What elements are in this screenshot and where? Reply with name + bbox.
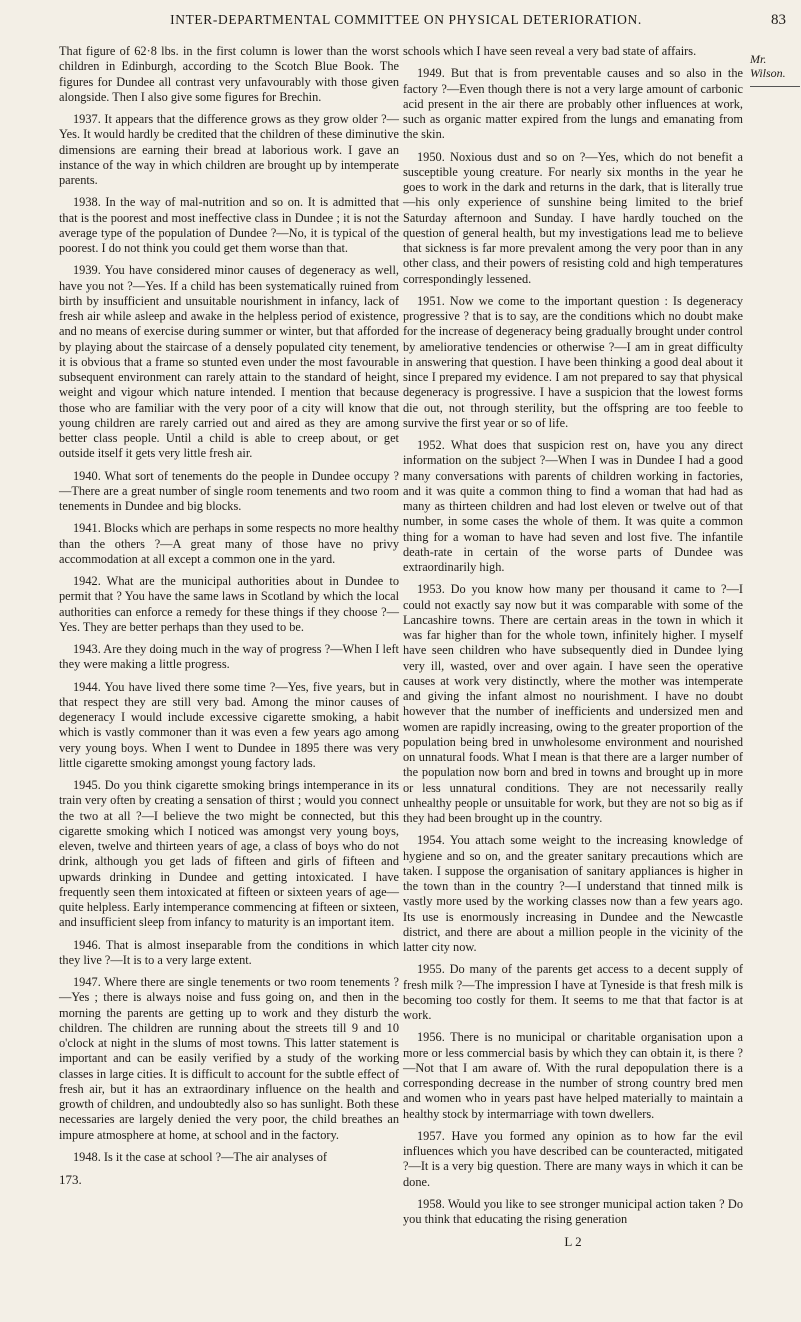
running-header bbox=[56, 12, 786, 40]
left-footer-mark: 173. bbox=[59, 1172, 82, 1187]
question-paragraph: 1942. What are the municipal authorities about in Dundee to permit that ? You have the same laws in Scotland by which the local authorities can enforce a remedy for these things if they choose ?—Yes. They are better perhaps than they used to be. bbox=[59, 574, 399, 634]
question-paragraph: 1947. Where there are single tenements or two room tenements ?—Yes ; there is always noise and fuss going on, and then in the morning the parents are getting up to work and they disturb the children. The children are running about the streets till 9 and 10 o'clock at night in the slums of most towns. This latter statement is important and can be easily verified by a study of the working classes in large cities. It is difficult to account for the subtle effect of fresh air, but it has an extraordinary influence on the health and growth of children, and undoubtedly also so has sunlight. Both these necessaries are largely denied the very poor, the child breathes an impure atmosphere at home, at school and in the factory. bbox=[59, 975, 399, 1142]
question-paragraph: 1956. There is no municipal or charitable organisation upon a more or less commercial basis by which they can obtain it, is there ?—Not that I am aware of. With the rural depopulation there is a corresponding decrease in the number of strong country bred men and women who in years past have helped materially to maintain a healthy stock by intermarriage with town dwellers. bbox=[403, 1030, 743, 1121]
question-paragraph: 1941. Blocks which are perhaps in some respects no more healthy than the others ?—A great many of those have no privy accommodation at all except a common one in the yard. bbox=[59, 521, 399, 566]
question-paragraph: 1955. Do many of the parents get access to a decent supply of fresh milk ?—The impression I have at Tyneside is that fresh milk is becoming too costly for them. It seems to me that that factor is at work. bbox=[403, 962, 743, 1022]
question-paragraph: 1937. It appears that the difference grows as they grow older ?—Yes. It would hardly be credited that the children of these diminutive dimensions are earning their bread at laborious work. I gave an instance of the way in which children are brought up by intemperate parents. bbox=[59, 112, 399, 187]
question-paragraph: 1949. But that is from preventable causes and so also in the factory ?—Even though there is not a very large amount of carbonic acid present in the air there are probably other influences at work, such as organic matter expired from the lungs and emanating from the skin. bbox=[403, 66, 743, 142]
question-paragraph: 1958. Would you like to see stronger municipal action taken ? Do you think that educating the rising generation bbox=[403, 1196, 743, 1226]
question-paragraph: 1938. In the way of mal-nutrition and so on. It is admitted that that is the poorest and most ineffective class in Dundee ; it is not the average type of the population of Dundee ?—No, it is typical of the poorest. I do not think you could get them worse than that. bbox=[59, 195, 399, 255]
page-number: 83 bbox=[771, 12, 786, 28]
question-paragraph: 1948. Is it the case at school ?—The air analyses of bbox=[73, 1149, 327, 1164]
question-paragraph: 1954. You attach some weight to the increasing knowledge of hygiene and so on, and the greater sanitary precautions which are taken. I suppose the organisation of sanitary appliances is higher in the town than in the country ?—I understand that tinned milk is vastly more used by the working classes now than a few years ago. Its use is enormously increasing in Dundee and the Newcastle district, and there are about a million people in the vicinity of the latter city now. bbox=[403, 833, 743, 954]
question-paragraph: 1939. You have considered minor causes of degeneracy as well, have you not ?—Yes. If a child has been systematically ruined from birth by insufficient and unsuitable nourishment in infancy, lack of fresh air while asleep and awake in the helpless period of existence, and no means of exercise during summer or winter, but that afforded by playing about the staircase of a densely populated city tenement, it is obvious that a frame so stunted even under the most favourable subsequent environment can rarely attain to the standard of height, weight and vigour which nature intended. I mention that because those who are familiar with the very poor of a city will know that young children are rarely carried out and aired as they are among better class people. Until a child is able to creep about, or get outside itself it gets very little fresh air. bbox=[59, 263, 399, 461]
left-column bbox=[59, 44, 399, 1187]
question-paragraph: 1957. Have you formed any opinion as to how far the evil influences which you have described can be counteracted, mitigated ?—It is a very big question. There are many ways in which it can be done. bbox=[403, 1128, 743, 1189]
question-paragraph: 1940. What sort of tenements do the people in Dundee occupy ?—There are a great number of single room tenements and two room tenements in Dundee and big blocks. bbox=[59, 468, 399, 513]
question-paragraph: 1945. Do you think cigarette smoking brings intemperance in its train very often by creating a sensation of thirst ; would you connect the two at all ?—I believe the two might be connected, but this cigarette smoking which I noticed was amongst very young boys, eleven, twelve and thirteen years of age, a class of boys who do not drink, although you get lads of fifteen and girls of fifteen and upwards drinking in Dundee and getting intoxicated. I have frequently seen them intoxicated at fifteen or sixteen years of age—quite helpless. Early intemperance commencing at fifteen or sixteen, and insufficient sleep from infancy to maturity is an important item. bbox=[59, 778, 399, 930]
header-title: INTER-DEPARTMENTAL COMMITTEE ON PHYSICAL DETERIORATION. bbox=[170, 12, 642, 27]
question-paragraph: 1944. You have lived there some time ?—Yes, five years, but in that respect they are still very bad. Among the minor causes of degeneracy I would include excessive cigarette smoking, a habit which is vastly commoner than it was even a few years ago among very young boys. When I went to Dundee in 1895 there was very little cigarette smoking amongst young factory lads. bbox=[59, 679, 399, 770]
continued-paragraph: schools which I have seen reveal a very bad state of affairs. bbox=[403, 44, 697, 58]
question-paragraph: 1951. Now we come to the important question : Is degeneracy progressive ? that is to say, are the conditions which no doubt make for the increase of degeneracy being gradually brought under control by ameliorative tendencies or otherwise ?—I am in great difficulty in answering that question. I have been thinking a good deal about it since I prepared my evidence. I am not prepared to say that physical degeneracy is progressive. I have a suspicion that the lowest forms die out, not through sterility, but the offspring are too feeble to survive the first year or so of life. bbox=[403, 293, 743, 430]
witness-margin-note: Mr. Wilson. bbox=[750, 52, 800, 87]
continued-paragraph: That figure of 62·8 lbs. in the first column is lower than the worst children in Edinburgh, according to the Scotch Blue Book. The figures for Dundee all contrast very unfavourably with those given alongside. Then I also give some figures for Brechin. bbox=[59, 44, 399, 104]
question-paragraph: 1946. That is almost inseparable from the conditions in which they live ?—It is to a very large extent. bbox=[59, 937, 399, 967]
right-column bbox=[403, 44, 743, 1250]
question-paragraph: 1952. What does that suspicion rest on, have you any direct information on the subject ?—When I was in Dundee I had a good many conversations with parents of children working in factories, and it was quite a common thing to find a woman that had had as many as thirteen children and had lost eleven or twelve out of that number, in some cases the whole of them. It was quite a common thing for a woman to have had seven and lost five. The infantile death-rate in certain of the worse parts of Dundee was extraordinarily high. bbox=[403, 438, 743, 574]
question-paragraph: 1953. Do you know how many per thousand it came to ?—I could not exactly say now but it was comparable with some of the Lancashire towns. There are certain areas in the town in which it was far higher than for the whole town, infinitely higher. I myself have seen children who have subsequently died in Dundee lying very ill, wasted, over and over again. I have seen the operative causes at work very distinctly, where the mother was intemperate and giving the infant almost no nourishment. I have no doubt however that the number of inefficients and undersized men and women are rapidly increasing, owing to the greater proportion of the population being bred in unwholesome environment and nourished on unnatural foods. What I mean is that there are a larger number of the population now born and bred in towns and brought up in more or less unnatural conditions. They are not necessarily really unhealthy people or unsuitable for work, but they are not so big as if they had been brought up in the country. bbox=[403, 582, 743, 825]
question-paragraph: 1950. Noxious dust and so on ?—Yes, which do not benefit a susceptible young creature. For nearly six months in the year he goes to work in the dark and returns in the dark, that is literally true—his only experience of sunshine being limited to the brief Saturday afternoon and Sunday. I have hardly touched on the question of general health, but my investigations lead me to believe that sickness is far more prevalent among the very poor than in any other class, and their powers of resisting cold and high temperatures correspondingly lessened. bbox=[403, 149, 743, 286]
signature-mark: L 2 bbox=[564, 1234, 582, 1250]
question-paragraph: 1943. Are they doing much in the way of progress ?—When I left they were making a little progress. bbox=[59, 642, 399, 672]
